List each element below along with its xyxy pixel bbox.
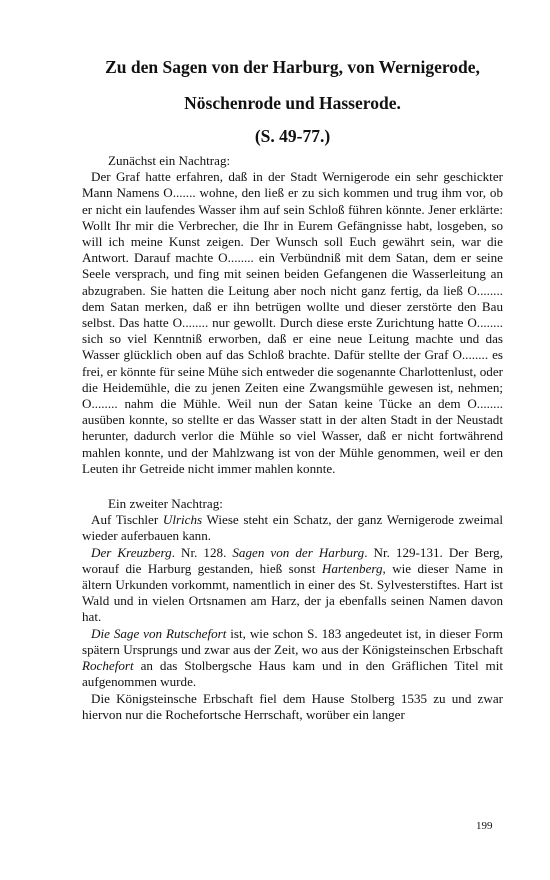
text-run: an das Stolbergsche Haus kam und in den Gräflichen Titel mit aufgenommen wurde. [82, 658, 503, 690]
section1-paragraph: Der Graf hatte erfahren, daß in der Stadt Wernigerode ein sehr geschickter Mann Namens O....... wohne, den ließ er zu sich kommen und trug ihm vor, ob er nicht ein laufendes Wasser ihm auf sein Schloß führen könnte. Jener erklärte: Wollt Ihr mir die Verbrecher, die Ihr in Eurem Gefängnisse habt, losgeben, so will ich meine Kunst zeigen. Der Wunsch soll Euch gewährt sein, war die Antwort. Darauf machte O........ ein Verbündniß mit dem Satan, dem er seine Seele versprach, und fing mit seinen beiden Gefangenen die Wasserleitung an abzugraben. Sie hatten die Leitung aber noch nicht ganz fertig, da ließ O........ dem Satan merken, daß er ihn betrügen wollte und dieser zerstörte den Bau selbst. Das hatte O........ nur gewollt. Durch diese erste Zurichtung hatte O........ sich so viel Kenntniß erworben, daß er eine neue Leitung machte und das Wasser glücklich oben auf das Schloß brachte. Dafür stellte der Graf O........ es frei, er könnte für seine Mühe sich entweder die sogenannte Charlottenlust, oder die Heidemühle, die zu jenen Zeiten eine Zwangsmühle gewesen ist, nehmen; O........ nahm die Mühle. Weil nun der Satan keine Tücke an dem O........ ausüben konnte, so stellte er das Wasser statt in der alten Stadt in der Neustadt herunter, dadurch verlor die Mühle so viel Wasser, daß er nicht fortwährend mahlen konnte, und der Mahlzwang ist von der Mühle genommen, weil er den Leuten ihr Getreide nicht immer mahlen konnte. [82, 169, 503, 476]
title-kreuzberg: Der Kreuzberg [91, 544, 172, 560]
page-title-line-1: Zu den Sagen von der Harburg, von Wernigerode, [105, 57, 480, 77]
section-gap [82, 477, 503, 496]
text-run: . Nr. 129-131. Der Berg, worauf die Harburg gestanden, hieß sonst [82, 544, 503, 576]
name-hartenberg: Hartenberg, [321, 560, 386, 576]
name-ulrichs: Ulrichs [162, 512, 203, 528]
section2-paragraph-4: Die Königsteinsche Erbschaft fiel dem Hause Stolberg 1535 zu und zwar hiervon nur die Rochefortsche Herrschaft, worüber ein langer [82, 690, 503, 722]
page-title-line-2: Nöschenrode und Hasserode. [184, 93, 401, 113]
section2-paragraph-3 [82, 626, 503, 691]
page-reference: (S. 49-77.) [254, 126, 331, 146]
title-sage-rutschefort: Die Sage von Rutschefort [91, 625, 227, 641]
text-run: Auf Tischler [91, 512, 163, 528]
section2-paragraph-2 [82, 545, 503, 626]
page-number: 199 [476, 820, 493, 832]
body-text [82, 153, 503, 723]
text-run: ist, wie schon S. 183 angedeutet ist, in dieser Form spätern Ursprungs und zwar aus der Zeit, wo aus der Königsteinschen Erbschaft [82, 625, 503, 657]
section2-heading: Ein zweiter Nachtrag: [108, 496, 223, 512]
section1-heading: Zunächst ein Nachtrag: [108, 153, 231, 168]
name-rochefort: Rochefort [82, 658, 134, 674]
section2-paragraph-1 [82, 512, 503, 544]
text-run: wie dieser Name in ältern Urkunden vorkommt, namentlich in einer des St. Sylvesterstiftes. Hart ist Wald und in vielen Ortsnamen am Harz, der ja ebenfalls seinen Namen davon hat. [82, 560, 503, 625]
text-run: Wiese steht ein Schatz, der ganz Wernigerode zweimal wieder auferbauen kann. [82, 512, 503, 544]
title-sagen-harburg: Sagen von der Harburg [232, 544, 365, 560]
text-run: . Nr. 128. [171, 544, 233, 560]
